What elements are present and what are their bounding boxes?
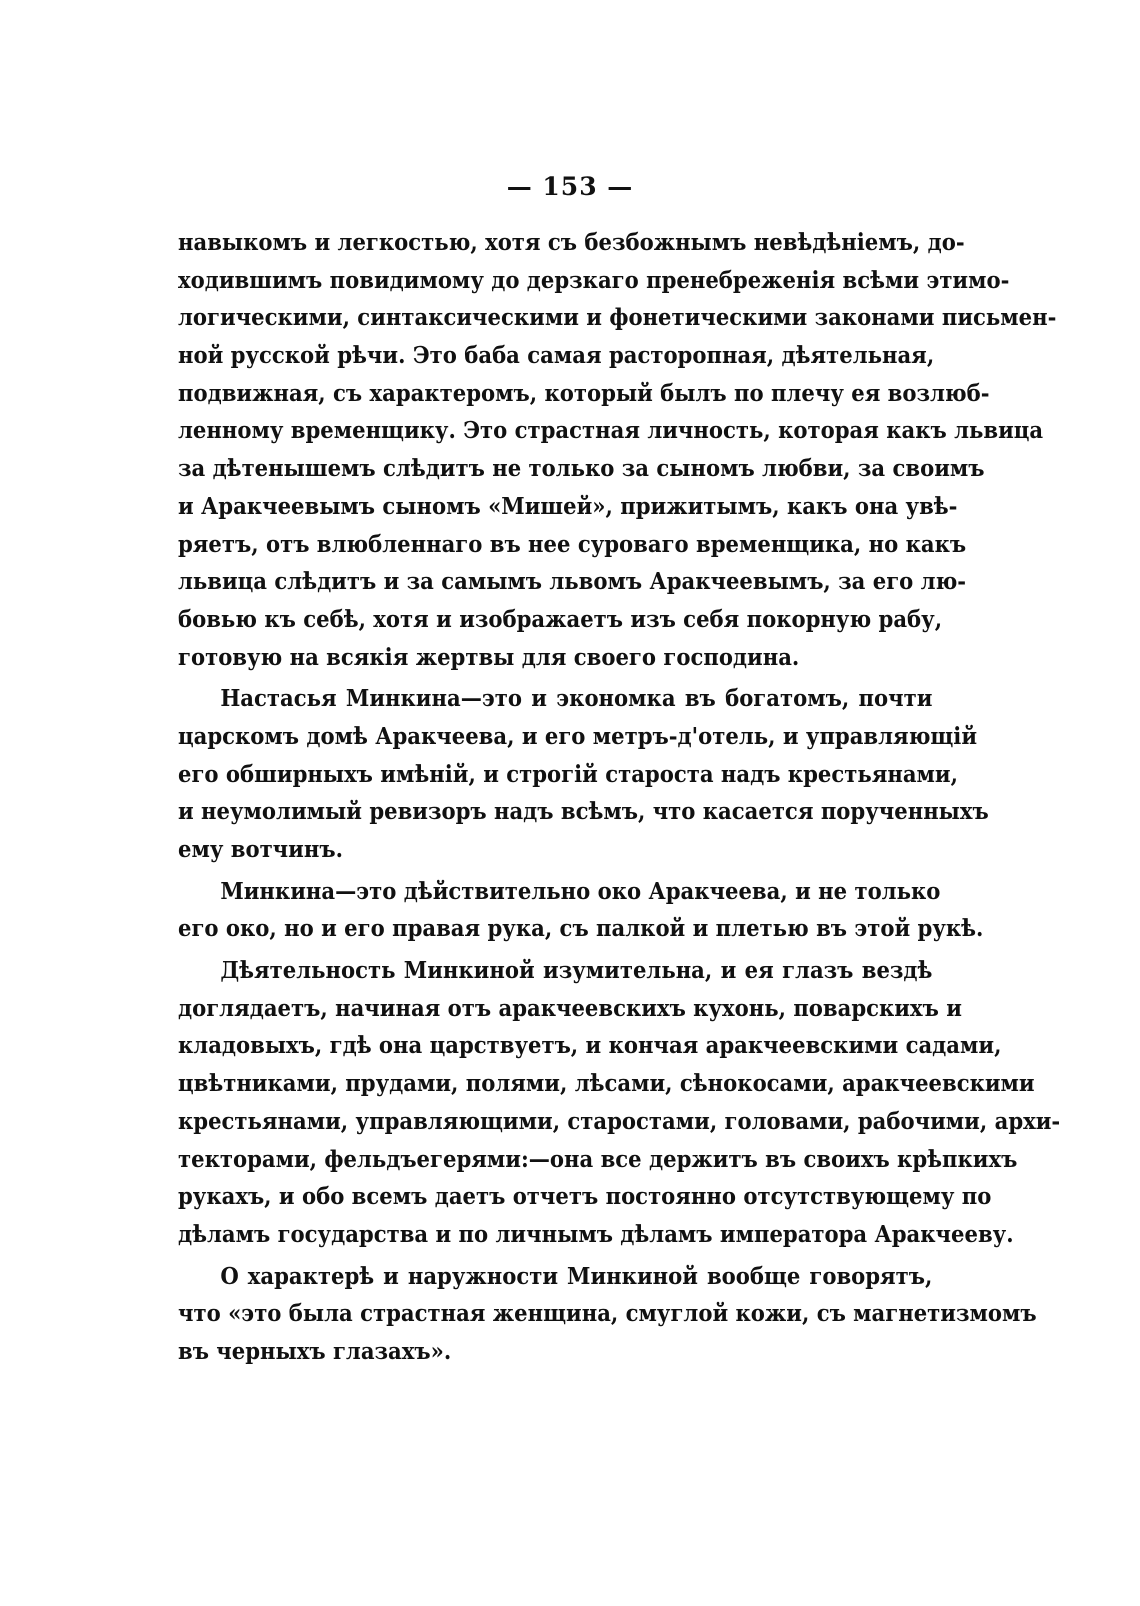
text-line: ему вотчинъ. (178, 836, 343, 863)
text-line: Минкина—это дѣйствительно око Аракчеева, и не только (220, 877, 941, 905)
text-line: въ черныхъ глазахъ». (178, 1337, 452, 1365)
text-line: рукахъ, и обо всемъ даетъ отчетъ постоянно отсутствующему по (178, 1183, 992, 1211)
text-line: его обширныхъ имѣній, и строгій староста надъ крестьянами, (178, 760, 958, 788)
text-line: ленному временщику. Это страстная личность, которая какъ львица (178, 417, 1044, 445)
text-line: что «это была страстная женщина, смуглой кожи, съ магнетизмомъ (178, 1300, 1037, 1328)
text-line: за дѣтенышемъ слѣдитъ не только за сыномъ любви, за своимъ (178, 455, 985, 483)
text-line: кладовыхъ, гдѣ она царствуетъ, и кончая аракчеевскими садами, (178, 1032, 1002, 1060)
text-line: дѣламъ государства и по личнымъ дѣламъ императора Аракчееву. (178, 1220, 1014, 1248)
text-line: Дѣятельность Минкиной изумительна, и ея глазъ вездѣ (220, 957, 933, 985)
text-line: царскомъ домѣ Аракчеева, и его метръ-д'отель, и управляющій (178, 722, 978, 750)
text-line: подвижная, съ характеромъ, который былъ по плечу ея возлюб- (178, 379, 990, 407)
text-line: львица слѣдитъ и за самымъ львомъ Аракчеевымъ, за его лю- (178, 568, 967, 596)
paragraph-2 (178, 680, 989, 868)
text-line: его око, но и его правая рука, съ палкой и плетью въ этой рукѣ. (178, 915, 984, 943)
text-line: навыкомъ и легкостью, хотя съ безбожнымъ невѣдѣніемъ, до- (178, 229, 965, 256)
text-line: крестьянами, управляющими, старостами, головами, рабочими, архи- (178, 1107, 1061, 1135)
text-line: готовую на всякія жертвы для своего господина. (178, 643, 800, 671)
text-line: и Аракчеевымъ сыномъ «Мишей», прижитымъ, какъ она увѣ- (178, 492, 958, 520)
text-line: и неумолимый ревизоръ надъ всѣмъ, что касается порученныхъ (178, 798, 989, 826)
text-line: ходившимъ повидимому до дерзкаго пренебреженія всѣми этимо- (178, 266, 1010, 294)
text-line: логическими, синтаксическими и фонетическими законами письмен- (178, 304, 1057, 332)
page-number: — 153 — (506, 172, 634, 201)
text-line: Настасья Минкина—это и экономка въ богатомъ, почти (220, 685, 933, 713)
paragraph-5 (178, 1258, 1037, 1371)
text-line: текторами, фельдъегерями:—она все держитъ въ своихъ крѣпкихъ (178, 1145, 1018, 1173)
text-line: доглядаетъ, начиная отъ аракчеевскихъ кухонь, поварскихъ и (178, 994, 962, 1022)
text-line: бовью къ себѣ, хотя и изображаетъ изъ себя покорную рабу, (178, 605, 943, 633)
text-line: ной русской рѣчи. Это баба самая расторопная, дѣятельная, (178, 342, 935, 370)
paragraph-1 (178, 224, 1057, 676)
paragraph-4 (178, 952, 1061, 1254)
text-line: цвѣтниками, прудами, полями, лѣсами, сѣнокосами, аракчеевскими (178, 1070, 1035, 1098)
paragraph-3 (178, 873, 984, 948)
text-line: ряетъ, отъ влюбленнаго въ нее суроваго временщика, но какъ (178, 530, 967, 558)
text-line: О характерѣ и наружности Минкиной вообще говорятъ, (220, 1262, 933, 1290)
body-text (178, 224, 1061, 1371)
